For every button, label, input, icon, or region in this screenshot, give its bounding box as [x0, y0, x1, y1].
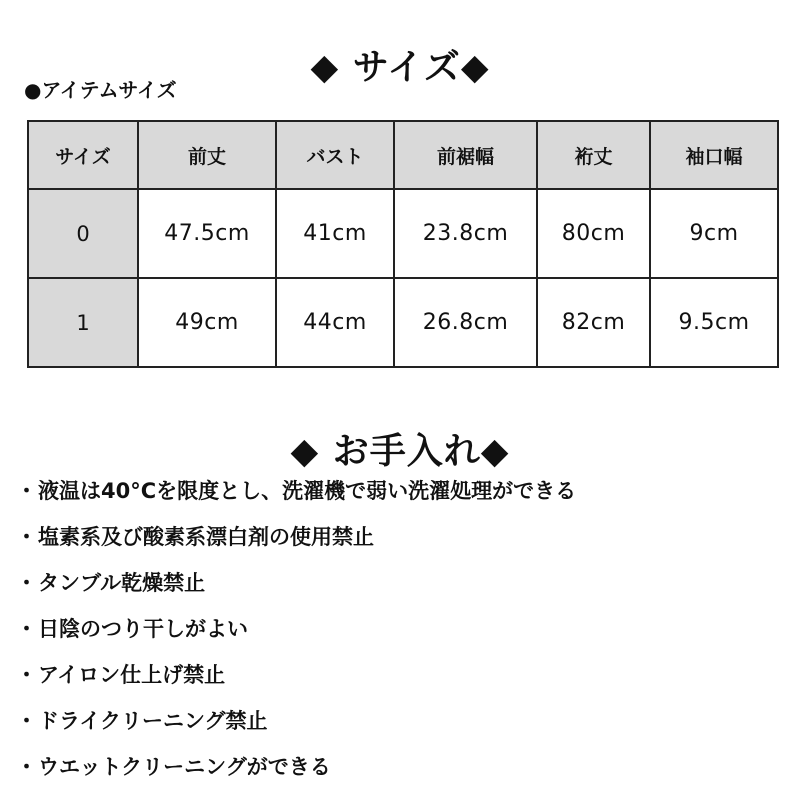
- care-instructions-list: [16, 468, 786, 790]
- cell-front-hem-width: 23.8cm: [394, 189, 537, 278]
- cell-front-length: 49cm: [138, 278, 276, 367]
- list-item: [16, 652, 786, 698]
- care-item-text: 日陰のつり干しがよい: [38, 617, 248, 641]
- bullet-dot: ・: [16, 617, 37, 641]
- row-size-label: 0: [28, 189, 138, 278]
- care-section-title: ◆ お手入れ◆: [290, 431, 510, 473]
- care-item-text: アイロン仕上げ禁止: [38, 663, 226, 687]
- cell-bust: 44cm: [276, 278, 394, 367]
- size-section-title: ◆ サイズ◆: [310, 47, 490, 89]
- cell-front-hem-width: 26.8cm: [394, 278, 537, 367]
- cell-cuff-width: 9.5cm: [650, 278, 778, 367]
- care-item-text: ドライクリーニング禁止: [38, 709, 268, 733]
- column-header-front-length: 前丈: [138, 121, 276, 189]
- list-item: [16, 744, 786, 790]
- bullet-dot: ・: [16, 571, 37, 595]
- bullet-dot: ・: [16, 663, 37, 687]
- care-item-text: 塩素系及び酸素系漂白剤の使用禁止: [38, 525, 374, 549]
- cell-front-length: 47.5cm: [138, 189, 276, 278]
- cell-cuff-width: 9cm: [650, 189, 778, 278]
- column-header-bust: バスト: [276, 121, 394, 189]
- cell-sleeve-length: 80cm: [537, 189, 650, 278]
- cell-sleeve-length: 82cm: [537, 278, 650, 367]
- care-item-text: 液温は40°Cを限度とし、洗濯機で弱い洗濯処理ができる: [38, 479, 577, 503]
- bullet-dot: ・: [16, 479, 37, 503]
- item-size-subheading: ●アイテムサイズ: [24, 78, 177, 102]
- list-item: [16, 606, 786, 652]
- care-item-text: タンブル乾燥禁止: [38, 571, 206, 595]
- list-item: [16, 468, 786, 514]
- column-header-size: サイズ: [28, 121, 138, 189]
- table-row: [28, 278, 778, 367]
- bullet-dot: ・: [16, 709, 37, 733]
- bullet-dot: ・: [16, 525, 37, 549]
- column-header-front-hem-width: 前裾幅: [394, 121, 537, 189]
- bullet-dot: ・: [16, 755, 37, 779]
- column-header-sleeve-length: 裄丈: [537, 121, 650, 189]
- cell-bust: 41cm: [276, 189, 394, 278]
- table-header-row: [28, 121, 778, 189]
- column-header-cuff-width: 袖口幅: [650, 121, 778, 189]
- list-item: [16, 514, 786, 560]
- size-table: [27, 120, 779, 368]
- table-row: [28, 189, 778, 278]
- list-item: [16, 698, 786, 744]
- care-item-text: ウエットクリーニングができる: [38, 755, 331, 779]
- list-item: [16, 560, 786, 606]
- row-size-label: 1: [28, 278, 138, 367]
